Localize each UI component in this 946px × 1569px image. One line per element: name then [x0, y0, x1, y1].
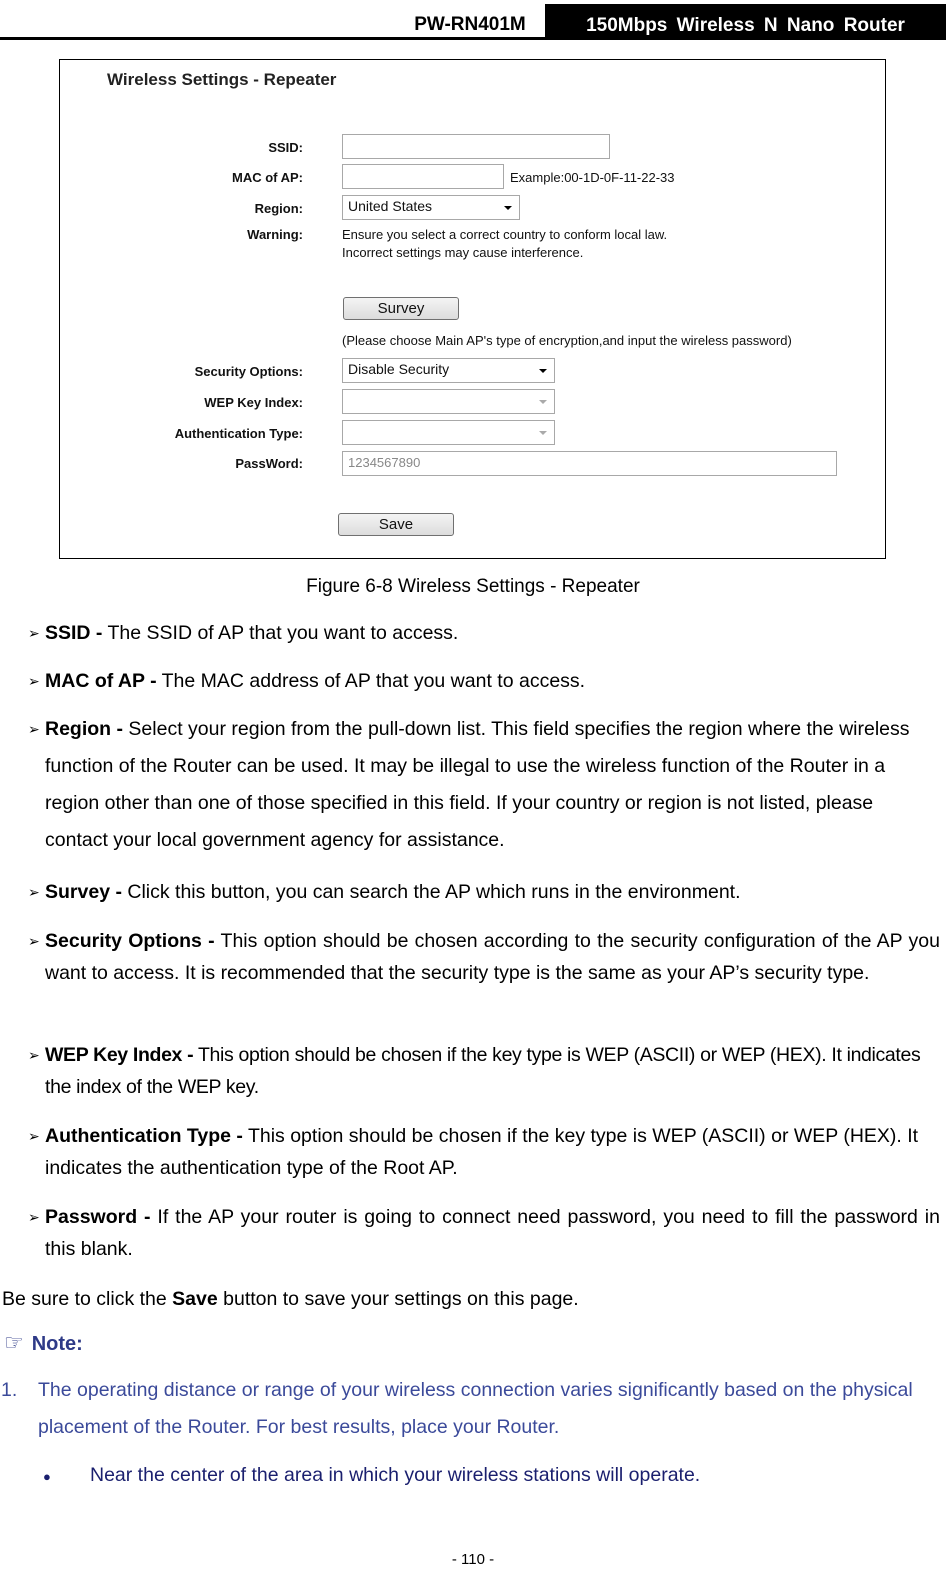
figure-screenshot	[59, 59, 886, 559]
arrow-bullet-icon: ➢	[28, 673, 40, 689]
bullet-text: This option should be chosen if the key type is WEP (ASCII) or WEP (HEX). It indicates the authentication type of the Root AP.	[45, 1125, 919, 1179]
arrow-bullet-icon: ➢	[28, 884, 40, 900]
dot-bullet-icon: ●	[43, 1469, 51, 1484]
bullet-term: Region -	[45, 718, 123, 740]
bullet-term: MAC of AP -	[45, 670, 157, 692]
save-instruction-bold: Save	[172, 1288, 218, 1310]
bullet-text: This option should be chosen according to the security configuration of the AP you want to access. It is recommended that the security type is the same as your AP’s security type.	[45, 930, 940, 984]
list-item	[28, 663, 940, 700]
bullet-text: Select your region from the pull-down list. This field specifies the region where the wireless function of the Router can be used. It may be illegal to use the wireless function of the Router in a region other than one of those specified in this field. If your country or region is not listed, please contact your local government agency for assistance.	[45, 718, 910, 851]
warning-line-1: Ensure you select a correct country to conform local law.	[342, 227, 668, 242]
bullet-term: Password -	[45, 1206, 151, 1228]
arrow-bullet-icon: ➢	[28, 933, 40, 949]
page-number: - 110 -	[451, 1551, 495, 1568]
region-select[interactable]	[342, 195, 520, 220]
header-title: 150Mbps Wireless N Nano Router	[545, 4, 946, 40]
mac-input[interactable]	[342, 164, 504, 189]
list-item	[28, 874, 940, 911]
list-item	[28, 1202, 940, 1265]
list-item	[28, 1121, 940, 1184]
warning-label: Warning:	[247, 227, 303, 242]
bullet-text: If the AP your router is going to connect need password, you need to fill the password in this blank.	[45, 1206, 940, 1260]
note-item: The operating distance or range of your wireless connection varies significantly based on the physical placement of the Router. For best results, place your Router.	[38, 1379, 913, 1438]
security-options-select[interactable]	[342, 358, 555, 383]
sub-bullet-text: Near the center of the area in which your wireless stations will operate.	[90, 1464, 701, 1486]
bullet-text: The SSID of AP that you want to access.	[102, 622, 459, 644]
region-label: Region:	[254, 201, 303, 216]
note-number: 1.	[1, 1379, 18, 1401]
authentication-type-select[interactable]	[342, 420, 555, 445]
bullet-term: Survey -	[45, 881, 122, 903]
wep-key-index-label: WEP Key Index:	[204, 395, 303, 410]
ssid-label: SSID:	[268, 140, 303, 155]
arrow-bullet-icon: ➢	[28, 625, 40, 641]
arrow-bullet-icon: ➢	[28, 1128, 40, 1144]
note-heading	[4, 1330, 83, 1356]
survey-hint: (Please choose Main AP's type of encryption,and input the wireless password)	[342, 333, 792, 348]
bullet-term: SSID -	[45, 622, 103, 644]
chevron-down-icon	[539, 431, 547, 435]
chevron-down-icon	[539, 400, 547, 404]
chevron-down-icon	[539, 369, 547, 373]
security-options-value: Disable Security	[348, 361, 450, 377]
save-button[interactable]: Save	[338, 513, 454, 536]
list-item	[28, 711, 940, 859]
header-model: PW-RN401M	[414, 14, 526, 35]
password-input[interactable]: 1234567890	[342, 451, 837, 476]
security-options-label: Security Options:	[194, 364, 303, 379]
hand-pointing-icon: ☞	[4, 1330, 24, 1355]
save-instruction-pre: Be sure to click the	[2, 1288, 173, 1310]
note-label: Note:	[31, 1333, 83, 1355]
bullet-text: This option should be chosen if the key type is WEP (ASCII) or WEP (HEX). It indicates the index of the WEP key.	[45, 1044, 921, 1098]
region-value: United States	[348, 198, 433, 214]
save-instruction-post: button to save your settings on this page.	[217, 1288, 579, 1310]
authentication-type-label: Authentication Type:	[174, 426, 303, 441]
bullet-term: WEP Key Index -	[45, 1044, 194, 1066]
chevron-down-icon	[504, 206, 512, 210]
mac-label: MAC of AP:	[231, 170, 303, 185]
figure-title: Wireless Settings - Repeater	[107, 70, 337, 89]
page-header	[0, 0, 946, 42]
list-item	[28, 926, 940, 989]
arrow-bullet-icon: ➢	[28, 1047, 40, 1063]
ssid-input[interactable]	[342, 134, 610, 159]
header-rule	[0, 37, 946, 40]
bullet-text: The MAC address of AP that you want to access.	[156, 670, 586, 692]
figure-caption: Figure 6-8 Wireless Settings - Repeater	[306, 576, 640, 597]
mac-example: Example:00-1D-0F-11-22-33	[510, 170, 675, 185]
list-item	[28, 1040, 940, 1103]
survey-button[interactable]: Survey	[343, 297, 459, 320]
bullet-term: Authentication Type -	[45, 1125, 243, 1147]
save-instruction	[2, 1288, 579, 1311]
bullet-text: Click this button, you can search the AP which runs in the environment.	[121, 881, 741, 903]
arrow-bullet-icon: ➢	[28, 721, 40, 737]
warning-line-2: Incorrect settings may cause interference.	[342, 245, 584, 260]
password-label: PassWord:	[235, 456, 303, 471]
bullet-term: Security Options -	[45, 930, 215, 952]
wep-key-index-select[interactable]	[342, 389, 555, 414]
arrow-bullet-icon: ➢	[28, 1209, 40, 1225]
list-item	[28, 615, 940, 652]
